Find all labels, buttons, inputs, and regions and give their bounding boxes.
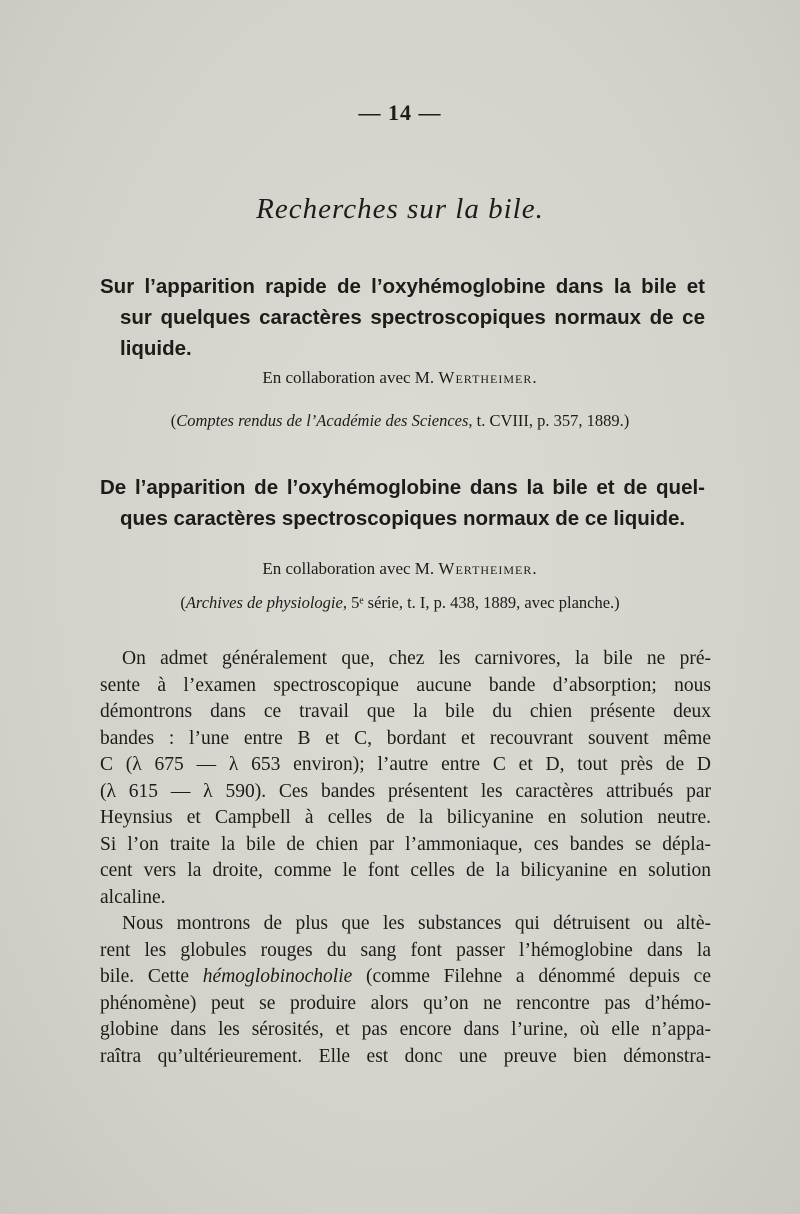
paragraph-line: On admet généralement que, chez les carnivores, la bile ne pré- [122, 648, 711, 669]
citation-details: , 5ᵉ série, t. I, p. 438, 1889, avec planche.) [342, 593, 620, 612]
paragraph-line: globine dans les sérosités, et pas encore dans l’urine, où elle n’appa- [100, 1019, 711, 1040]
citation-details: , t. CVIII, p. 357, 1889.) [468, 411, 630, 430]
article1-title-line: liquide. [120, 337, 192, 360]
paragraph-line: phénomène) peut se produire alors qu’on ne rencontre pas d’hémo- [100, 992, 711, 1014]
article1-citation [0, 411, 800, 431]
page-number: — 14 — [358, 100, 442, 125]
paragraph-line: rent les globules rouges du sang font passer l’hémoglobine dans la [100, 939, 711, 961]
paragraph-line: (λ 615 — λ 590). Ces bandes présentent les caractères attribués par [100, 780, 711, 802]
citation-open: ( [170, 411, 177, 430]
paragraph-line: raîtra qu’ultérieurement. Elle est donc une preuve bien démonstra- [100, 1045, 711, 1067]
text-run: bile. Cette [100, 966, 203, 987]
citation-journal: Comptes rendus de l’Académie des Sciences [176, 411, 469, 430]
citation-open: ( [180, 593, 186, 612]
paragraph-line: Nous montrons de plus que les substances qui détruisent ou altè- [122, 913, 711, 934]
paragraph-line: bandes : l’une entre B et C, bordant et recouvrant souvent même [100, 727, 711, 749]
article2-title-line: De l’apparition de l’oxyhémoglobine dans la bile et de quel- [100, 476, 705, 499]
article1-title-line: Sur l’apparition rapide de l’oxyhémoglobine dans la bile et [100, 275, 705, 298]
collab-name: Wertheimer. [438, 368, 538, 387]
collab-name: Wertheimer. [438, 559, 538, 578]
body-text [100, 646, 711, 1070]
article2-title-line: ques caractères spectroscopiques normaux de ce liquide. [120, 507, 686, 530]
paragraph-line: Si l’on traite la bile de chien par l’ammoniaque, ces bandes se dépla- [100, 833, 711, 855]
paragraph-line: alcaline. [100, 886, 166, 908]
collab-prefix: En collaboration avec M. [262, 368, 435, 387]
article2-citation [0, 593, 800, 613]
paragraph-line: cent vers la droite, comme le font celles de la bilicyanine en solution [100, 860, 711, 881]
paragraph-line: Heynsius et Campbell à celles de la bilicyanine en solution neutre. [100, 807, 711, 828]
article1-title [100, 271, 705, 364]
article2-title [100, 472, 705, 534]
article2-collaboration [0, 559, 800, 579]
collab-prefix: En collaboration avec M. [262, 559, 435, 578]
article1-title-line: sur quelques caractères spectroscopiques normaux de ce [120, 306, 705, 329]
paragraph-line [100, 964, 711, 991]
paragraph-line: sente à l’examen spectroscopique aucune bande d’absorption; nous [100, 674, 711, 696]
italic-term: hémoglobinocholie [202, 966, 353, 987]
section-title: Recherches sur la bile. [256, 193, 544, 225]
paragraph-line: démontrons dans ce travail que la bile du chien présente deux [100, 701, 711, 722]
paragraph-line: C (λ 675 — λ 653 environ); l’autre entre C et D, tout près de D [100, 754, 711, 775]
citation-journal: Archives de physiologie [185, 593, 343, 612]
text-run: (comme Filehne a dénommé depuis ce [352, 966, 711, 987]
article1-collaboration [0, 368, 800, 388]
